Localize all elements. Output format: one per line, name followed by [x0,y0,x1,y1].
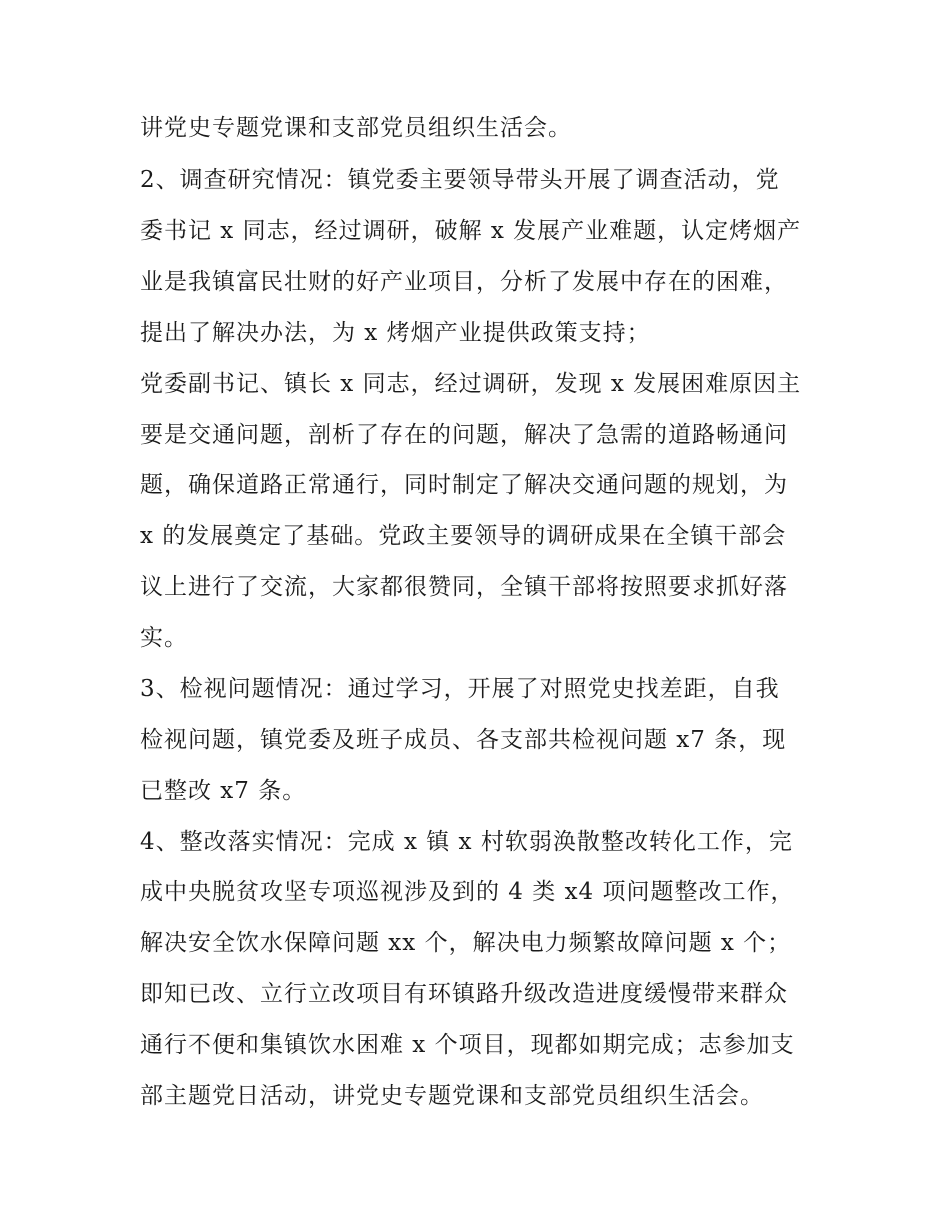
text-line: 提出了解决办法，为 x 烤烟产业提供政策支持； [140,320,651,346]
text-line: 2、调查研究情况：镇党委主要领导带头开展了调查活动，党 [140,167,780,193]
text-line: 即知已改、立行立改项目有环镇路升级改造进度缓慢带来群众 [140,981,788,1007]
text-line: 成中央脱贫攻坚专项巡视涉及到的 4 类 x4 项问题整改工作， [140,879,795,905]
text-line: 已整改 x7 条。 [140,778,307,804]
text-line: x 的发展奠定了基础。党政主要领导的调研成果在全镇干部会 [140,523,787,549]
text-line: 业是我镇富民壮财的好产业项目，分析了发展中存在的困难， [140,269,788,295]
text-line: 党委副书记、镇长 x 同志，经过调研，发现 x 发展困难原因主 [140,371,802,397]
text-line: 3、检视问题情况：通过学习，开展了对照党史找差距，自我 [140,676,780,702]
text-line: 要是交通问题，剖析了存在的问题，解决了急需的道路畅通问 [140,422,788,448]
text-line: 讲党史专题党课和支部党员组织生活会。 [140,115,572,141]
text-line: 检视问题，镇党委及班子成员、各支部共检视问题 x7 条，现 [140,727,787,753]
text-line: 委书记 x 同志，经过调研，破解 x 发展产业难题，认定烤烟产 [140,218,802,244]
text-line: 通行不便和集镇饮水困难 x 个项目，现都如期完成；志参加支 [140,1032,795,1058]
text-line: 部主题党日活动，讲党史专题党课和支部党员组织生活会。 [140,1083,764,1109]
text-line: 题，确保道路正常通行，同时制定了解决交通问题的规划，为 [140,472,788,498]
text-line: 议上进行了交流，大家都很赞同，全镇干部将按照要求抓好落 [140,574,788,600]
text-line: 实。 [140,625,188,651]
text-line: 4、整改落实情况：完成 x 镇 x 村软弱涣散整改转化工作，完 [140,829,793,855]
text-line: 解决安全饮水保障问题 xx 个，解决电力频繁故障问题 x 个； [140,930,792,956]
